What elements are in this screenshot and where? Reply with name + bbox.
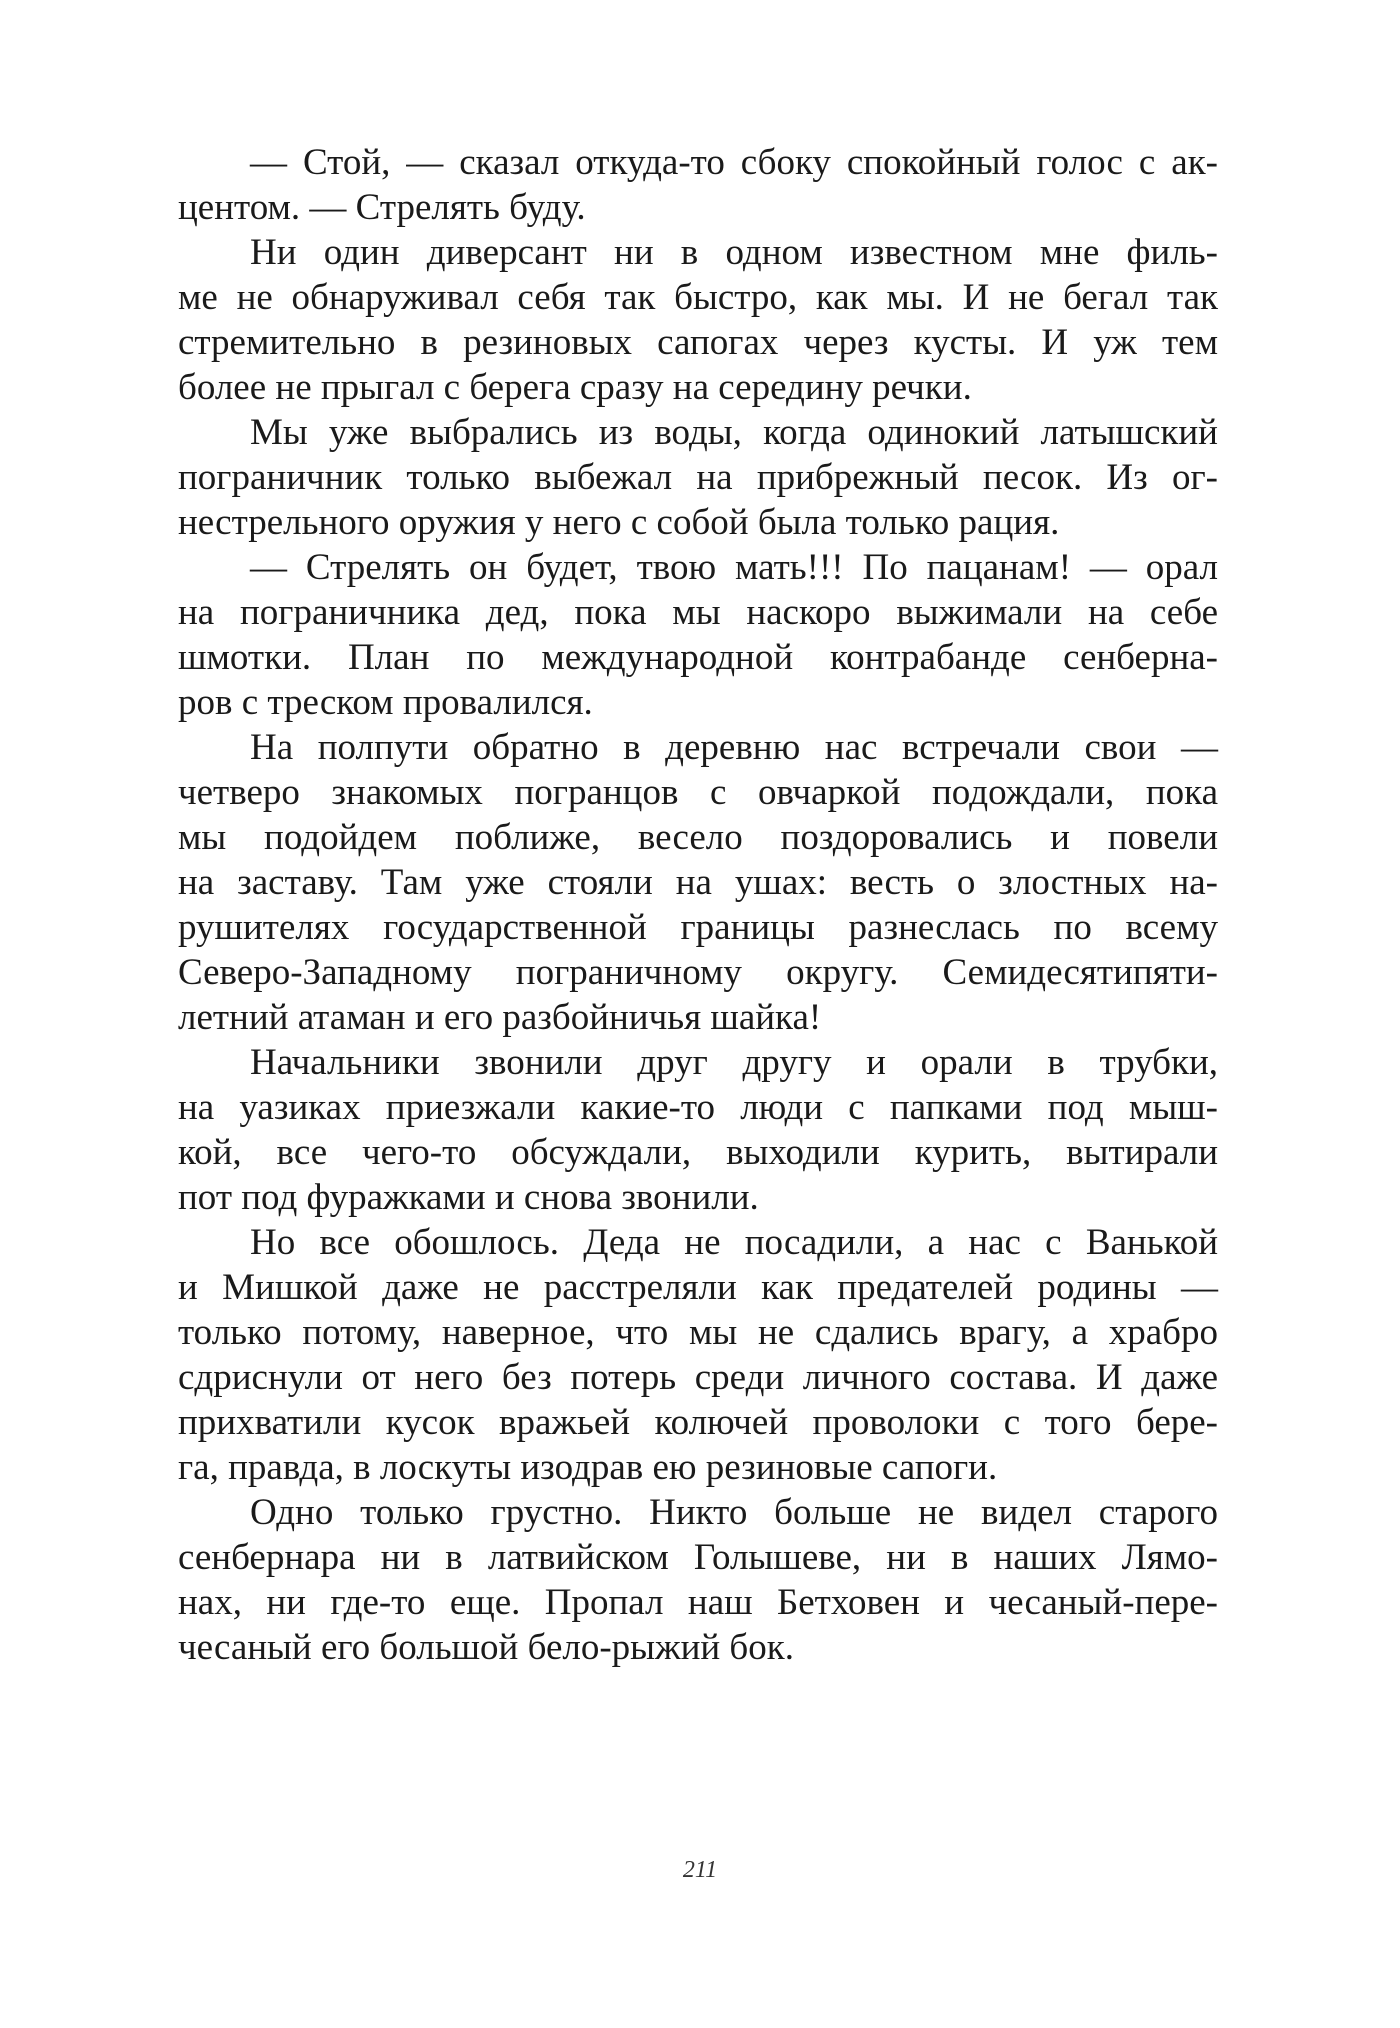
paragraph bbox=[178, 545, 1218, 725]
text-line: На полпути обратно в деревню нас встречали свои — bbox=[250, 727, 1218, 768]
text-line: ров с треском провалился. bbox=[178, 682, 593, 723]
body-text bbox=[178, 140, 1218, 1670]
text-line: пограничник только выбежал на прибрежный песок. Из ог- bbox=[178, 457, 1218, 498]
paragraph bbox=[178, 1040, 1218, 1220]
text-line: на заставу. Там уже стояли на ушах: весть о злостных на- bbox=[178, 862, 1218, 903]
text-line: шмотки. План по международной контрабанде сенберна- bbox=[178, 637, 1218, 678]
text-line: кой, все чего-то обсуждали, выходили курить, вытирали bbox=[178, 1132, 1218, 1173]
paragraph bbox=[178, 1220, 1218, 1490]
paragraph bbox=[178, 725, 1218, 1040]
text-line: нестрельного оружия у него с собой была только рация. bbox=[178, 502, 1060, 543]
text-line: мы подойдем поближе, весело поздоровались и повели bbox=[178, 817, 1218, 858]
text-line: на пограничника дед, пока мы наскоро выжимали на себе bbox=[178, 592, 1218, 633]
text-line: Мы уже выбрались из воды, когда одинокий латышский bbox=[250, 412, 1218, 453]
page-number: 211 bbox=[682, 1857, 718, 1883]
text-line: — Стрелять он будет, твою мать!!! По пацанам! — орал bbox=[250, 547, 1218, 588]
text-line: Начальники звонили друг другу и орали в трубки, bbox=[250, 1042, 1218, 1083]
text-line: летний атаман и его разбойничья шайка! bbox=[178, 997, 822, 1038]
text-line: сдриснули от него без потерь среди личного состава. И даже bbox=[178, 1357, 1218, 1398]
text-line: более не прыгал с берега сразу на середину речки. bbox=[178, 367, 972, 408]
text-line: только потому, наверное, что мы не сдались врагу, а храбро bbox=[178, 1312, 1218, 1353]
text-line: га, правда, в лоскуты изодрав ею резиновые сапоги. bbox=[178, 1447, 998, 1488]
paragraph bbox=[178, 140, 1218, 230]
text-line: центом. — Стрелять буду. bbox=[178, 187, 586, 228]
text-line: рушителях государственной границы разнеслась по всему bbox=[178, 907, 1218, 948]
text-line: ме не обнаруживал себя так быстро, как мы. И не бегал так bbox=[178, 277, 1218, 318]
text-line: на уазиках приезжали какие-то люди с папками под мыш- bbox=[178, 1087, 1218, 1128]
text-line: — Стой, — сказал откуда-то сбоку спокойный голос с ак- bbox=[250, 142, 1218, 183]
text-line: Северо-Западному пограничному округу. Семидесятипяти- bbox=[178, 952, 1218, 993]
text-line: пот под фуражками и снова звонили. bbox=[178, 1177, 759, 1218]
text-line: четверо знакомых погранцов с овчаркой подождали, пока bbox=[178, 772, 1218, 813]
text-line: Ни один диверсант ни в одном известном мне филь- bbox=[250, 232, 1218, 273]
text-line: и Мишкой даже не расстреляли как предателей родины — bbox=[178, 1267, 1218, 1308]
paragraph bbox=[178, 1490, 1218, 1670]
text-line: прихватили кусок вражьей колючей проволоки с того бере- bbox=[178, 1402, 1218, 1443]
paragraph bbox=[178, 230, 1218, 410]
text-line: стремительно в резиновых сапогах через кусты. И уж тем bbox=[178, 322, 1218, 363]
text-line: Но все обошлось. Деда не посадили, а нас с Ванькой bbox=[250, 1222, 1218, 1263]
text-line: Одно только грустно. Никто больше не видел старого bbox=[250, 1492, 1218, 1533]
text-line: чесаный его большой бело-рыжий бок. bbox=[178, 1627, 794, 1668]
text-line: сенбернара ни в латвийском Голышеве, ни в наших Лямо- bbox=[178, 1537, 1218, 1578]
text-line: нах, ни где-то еще. Пропал наш Бетховен и чесаный-пере- bbox=[178, 1582, 1218, 1623]
paragraph bbox=[178, 410, 1218, 545]
